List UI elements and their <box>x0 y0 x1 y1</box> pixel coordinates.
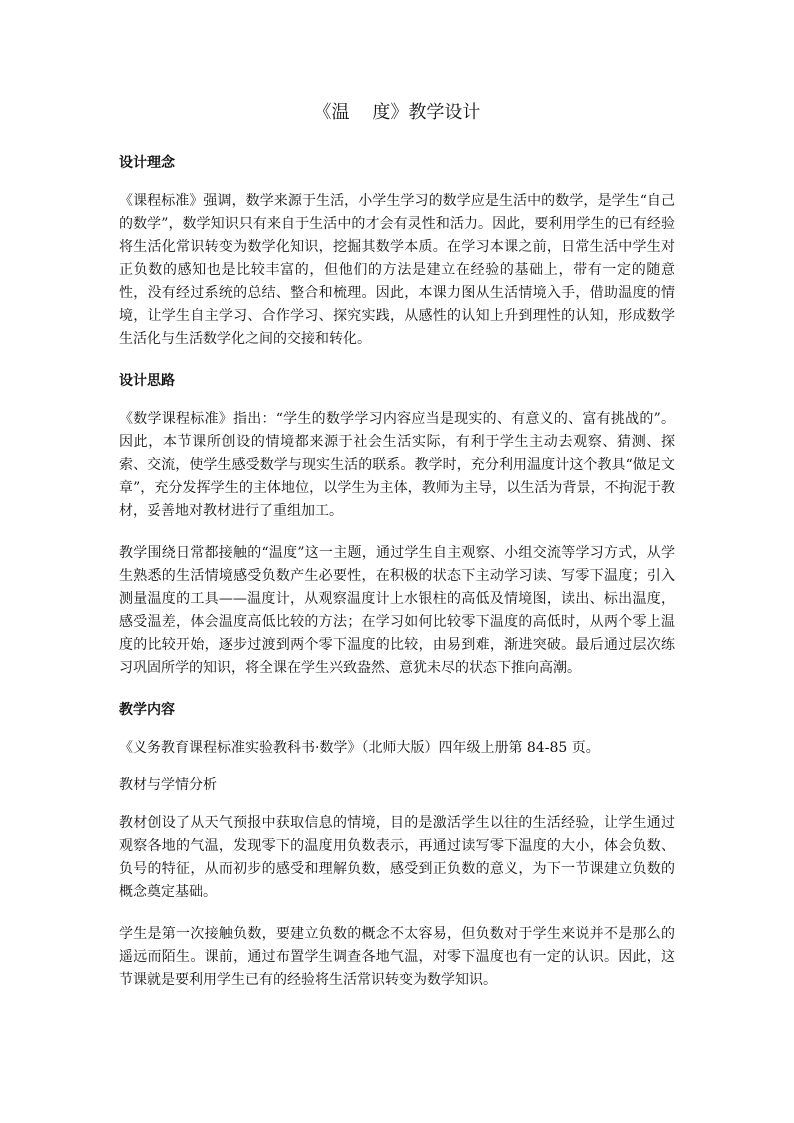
paragraph-concept: 《课程标准》强调，数学来源于生活，小学生学习的数学应是生活中的数学，是学生“自己的数学”，数学知识只有来自于生活中的才会有灵性和活力。因此，要利用学生的已有经验将生活化常识转变为数学化知识，挖掘其数学本质。在学习本课之前，日常生活中学生对正负数的感知也是比较丰富的，但他们的方法是建立在经验的基础上，带有一定的随意性，没有经过系统的总结、整合和梳理。因此，本课力图从生活情境入手，借助温度的情境，让学生自主学习、合作学习、探究实践，从感性的认知上升到理性的认知，形成数学生活化与生活数学化之间的交接和转化。 <box>119 193 675 347</box>
section-heading-approach: 设计思路 <box>119 373 175 389</box>
section-heading-concept: 设计理念 <box>119 155 175 171</box>
document-title: 《温 度》教学设计 <box>313 102 481 123</box>
paragraph-analysis-1: 教材创设了从天气预报中获取信息的情境，目的是激活学生以往的生活经验，让学生通过观察各地的气温，发现零下的温度用负数表示，再通过读写零下温度的大小，体会负数、负号的特征，从而初步的感受和理解负数，感受到正负数的意义，为下一节课建立负数的概念奠定基础。 <box>119 815 675 900</box>
document-page <box>119 100 675 1011</box>
section-heading-analysis: 教材与学情分析 <box>119 777 217 793</box>
section-heading-content: 教学内容 <box>119 702 175 718</box>
paragraph-approach-1: 《数学课程标准》指出：“学生的数学学习内容应当是现实的、有意义的、富有挑战的”。因此，本节课所创设的情境都来源于社会生活实际，有利于学生主动去观察、猜测、探索、交流，使学生感受数学与现实生活的联系。教学时，充分利用温度计这个教具“做足文章”，充分发挥学生的主体地位，以学生为主体，教师为主导，以生活为背景，不拘泥于教材，妥善地对教材进行了重组加工。 <box>119 411 675 519</box>
paragraph-analysis-2: 学生是第一次接触负数，要建立负数的概念不太容易，但负数对于学生来说并不是那么的遥远而陌生。课前，通过布置学生调查各地气温，对零下温度也有一定的认识。因此，这节课就是要利用学生已有的经验将生活常识转变为数学知识。 <box>119 926 675 988</box>
paragraph-approach-2: 教学围绕日常都接触的“温度”这一主题，通过学生自主观察、小组交流等学习方式，从学生熟悉的生活情境感受负数产生必要性，在积极的状态下主动学习读、写零下温度；引入测量温度的工具——温度计，从观察温度计上水银柱的高低及情境图，读出、标出温度，感受温差，体会温度高低比较的方法；在学习如何比较零下温度的高低时，从两个零上温度的比较开始，逐步过渡到两个零下温度的比较，由易到难，渐进突破。最后通过层次练习巩固所学的知识，将全课在学生兴致盎然、意犹未尽的状态下推向高潮。 <box>119 545 675 676</box>
paragraph-content: 《义务教育课程标准实验教科书·数学》（北师大版）四年级上册第 84-85 页。 <box>119 740 600 756</box>
